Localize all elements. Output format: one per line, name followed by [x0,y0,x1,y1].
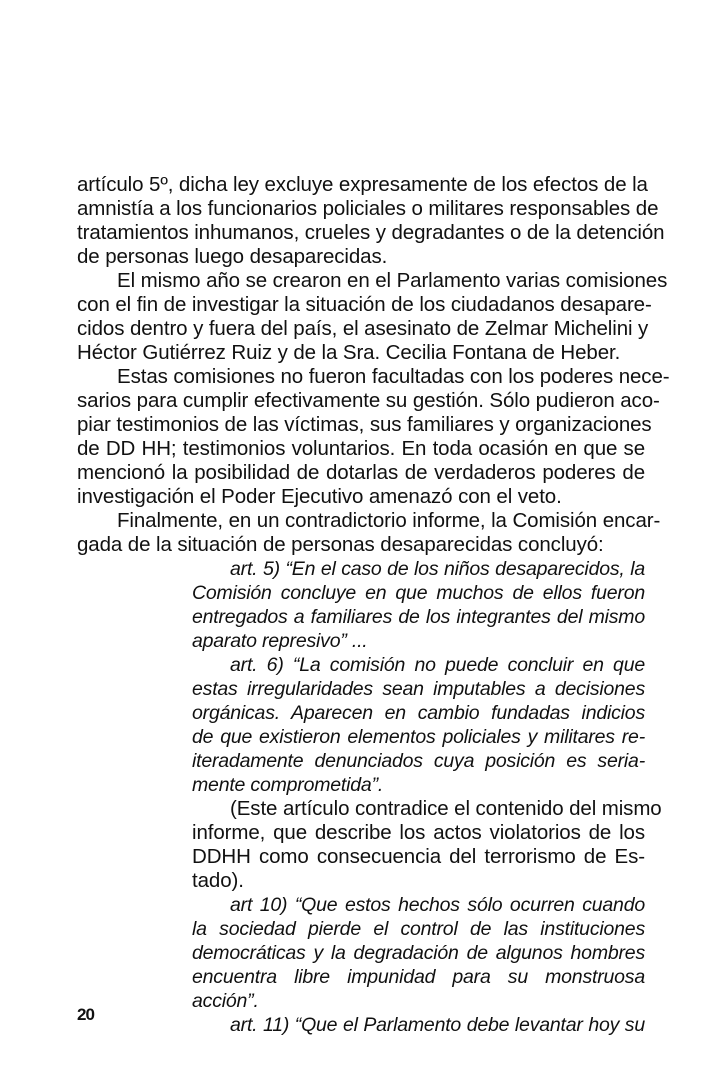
quote-line: democráticas y la degradación de algunos hombres [192,942,645,964]
body-line: Estas comisiones no fueron facultadas con los poderes nece- [117,365,670,388]
body-line: El mismo año se crearon en el Parlamento varias comisiones [117,269,668,292]
quote-line: de que existieron elementos policiales y militares re- [192,726,645,748]
body-line: cidos dentro y fuera del país, el asesinato de Zelmar Michelini y [77,317,649,340]
body-line: de personas luego desaparecidas. [77,245,388,268]
body-line: artículo 5º, dicha ley excluye expresamente de los efectos de la [77,173,648,196]
body-line: amnistía a los funcionarios policiales o militares responsables de [77,197,659,220]
body-line: con el fin de investigar la situación de los ciudadanos desapare- [77,293,652,316]
body-line: investigación el Poder Ejecutivo amenazó con el veto. [77,485,562,508]
quote-line: art. 11) “Que el Parlamento debe levantar hoy su [230,1014,645,1036]
body-line: de DD HH; testimonios voluntarios. En toda ocasión en que se [77,437,645,460]
quote-line: Comisión concluye en que muchos de ellos fueron [192,582,645,604]
quote-comment-line: tado). [192,869,244,892]
quote-line: aparato represivo” ... [192,630,368,652]
body-line: Finalmente, en un contradictorio informe, la Comisión encar- [117,509,661,532]
quote-line: la sociedad pierde el control de las instituciones [192,918,645,940]
quote-line: art. 6) “La comisión no puede concluir en que [230,654,645,676]
body-line: sarios para cumplir efectivamente su gestión. Sólo pudieron aco- [77,389,660,412]
quote-line: mente comprometida”. [192,774,384,796]
body-line: gada de la situación de personas desaparecidas concluyó: [77,533,604,556]
quote-line: iteradamente denunciados cuya posición es seria- [192,750,645,772]
quote-line: entregados a familiares de los integrantes del mismo [192,606,645,628]
page-number: 20 [77,1005,94,1024]
quote-line: estas irregularidades sean imputables a decisiones [192,678,645,700]
body-line: tratamientos inhumanos, crueles y degradantes o de la detención [77,221,665,244]
body-line: piar testimonios de las víctimas, sus familiares y organizaciones [77,413,652,436]
body-line: Héctor Gutiérrez Ruiz y de la Sra. Cecilia Fontana de Heber. [77,341,621,364]
quote-line: art. 5) “En el caso de los niños desaparecidos, la [230,558,645,580]
quote-line: encuentra libre impunidad para su monstruosa [192,966,645,988]
quote-comment-line: (Este artículo contradice el contenido del mismo [230,797,662,820]
quote-line: orgánicas. Aparecen en cambio fundadas indicios [192,702,645,724]
quote-line: acción”. [192,990,259,1012]
body-line: mencionó la posibilidad de dotarlas de verdaderos poderes de [77,461,645,484]
quote-line: art 10) “Que estos hechos sólo ocurren cuando [230,894,645,916]
quote-comment-line: informe, que describe los actos violatorios de los [192,821,645,844]
quote-comment-line: DDHH como consecuencia del terrorismo de Es- [192,845,645,868]
